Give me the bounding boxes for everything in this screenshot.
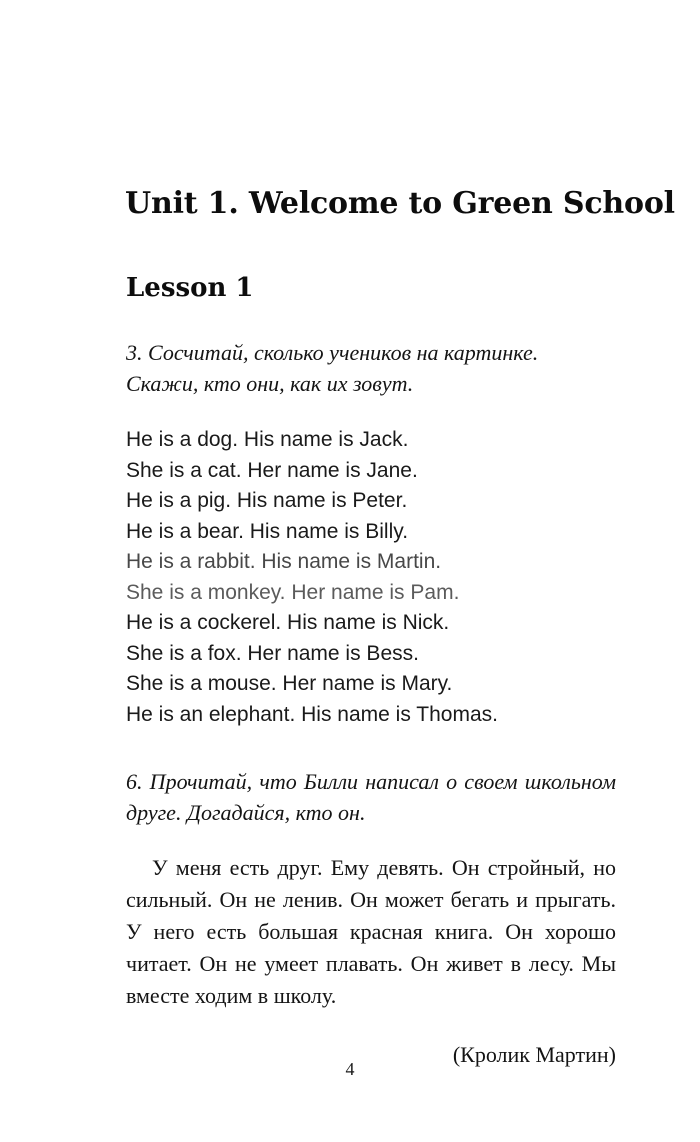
list-item: She is a monkey. Her name is Pam. [126, 580, 460, 604]
list-item: He is a pig. His name is Peter. [126, 489, 408, 512]
page-number: 4 [345, 1059, 355, 1079]
sentence-list [126, 425, 616, 730]
list-item: He is a dog. His name is Jack. [126, 428, 409, 451]
lesson-title: Lesson 1 [126, 273, 254, 303]
task-3-instruction: 3. Сосчитай, сколько учеников на картинке. Скажи, кто они, как их зовут. [126, 340, 539, 396]
list-item: He is an elephant. His name is Thomas. [126, 702, 498, 726]
list-item: She is a fox. Her name is Bess. [126, 641, 419, 665]
list-item: She is a mouse. Her name is Mary. [126, 672, 453, 695]
answer-signature: (Кролик Мартин) [452, 1042, 616, 1067]
answer-paragraph: У меня есть друг. Ему девять. Он стройный, но сильный. Он не ленив. Он может бегать и прыгать. У него есть большая красная книга. Он хорошо читает. Он не умеет плавать. Он живет в лесу. Мы вместе ходим в школу. [126, 855, 616, 1008]
list-item: He is a bear. His name is Billy. [126, 519, 409, 543]
list-item: He is a cockerel. His name is Nick. [126, 611, 450, 634]
unit-title: Unit 1. Welcome to Green School [125, 186, 675, 221]
list-item: She is a cat. Her name is Jane. [126, 458, 418, 482]
list-item: He is a rabbit. His name is Martin. [126, 550, 442, 573]
task-6-instruction: 6. Прочитай, что Билли написал о своем школьном друге. Догадайся, кто он. [126, 769, 616, 825]
